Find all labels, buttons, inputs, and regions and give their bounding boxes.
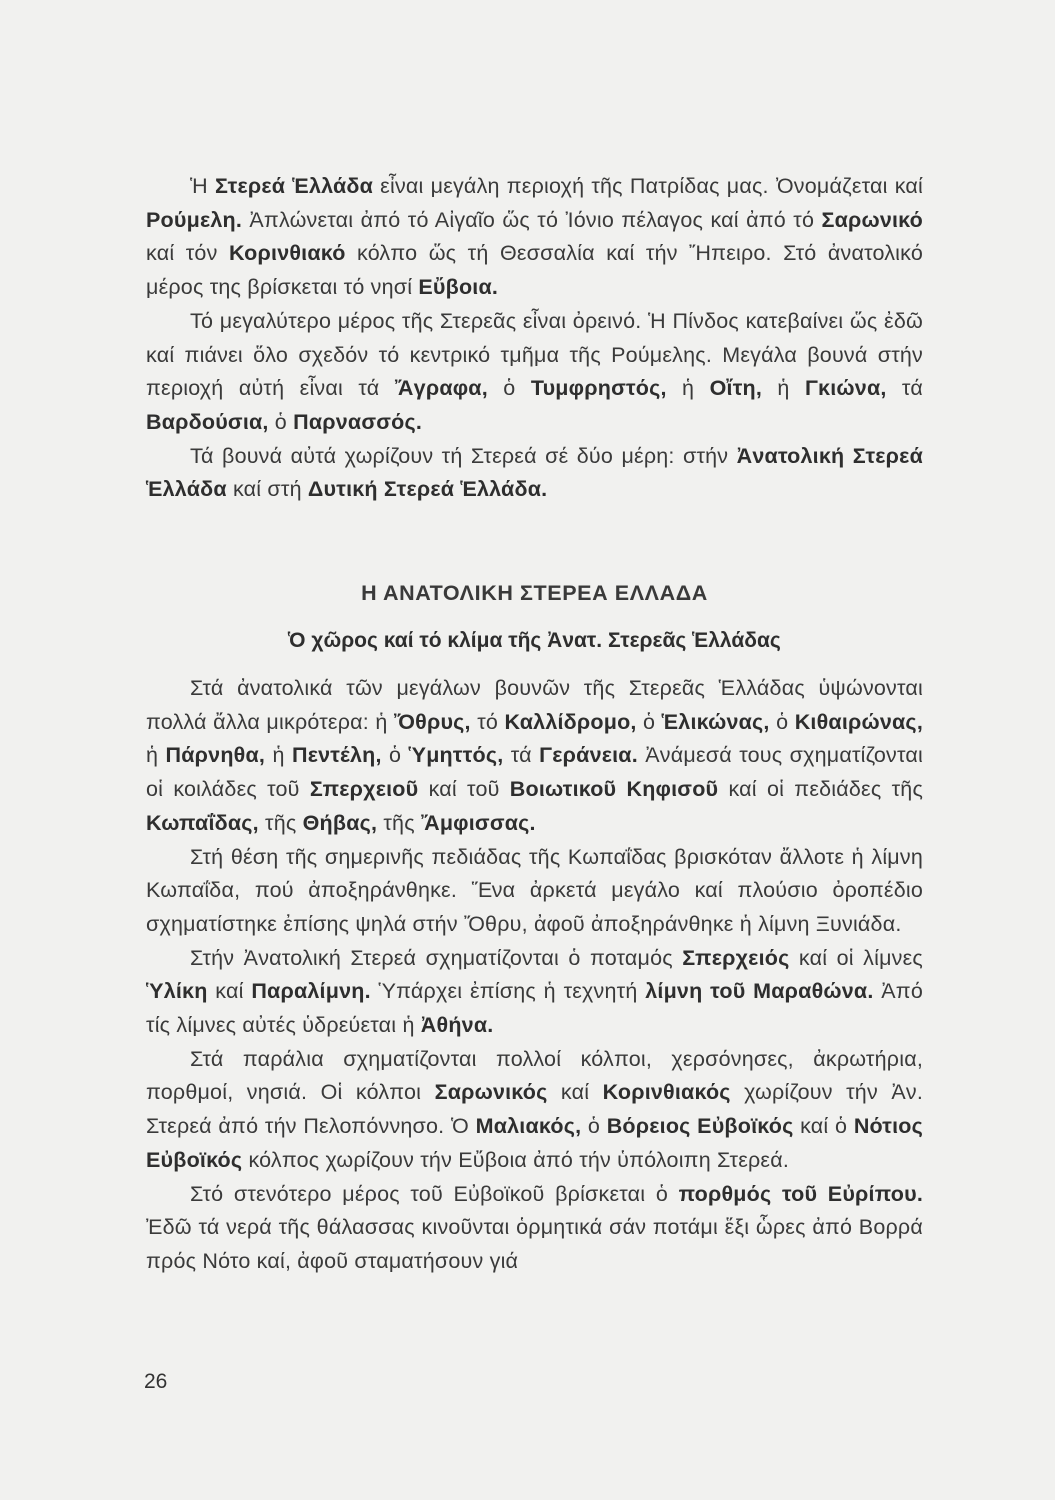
section-heading: Η ΑΝΑΤΟΛΙΚΗ ΣΤΕΡΕΑ ΕΛΛΑΔΑ [361, 581, 708, 605]
bold-term: Κορινθιακό [228, 241, 346, 266]
text-run: χωρίζουν τήν Ἀν. Στερεά ἀπό τήν Πελοπόννησο. Ὁ [146, 1080, 924, 1139]
bold-term: Στερεά Ἑλλάδα [214, 174, 374, 198]
text-run: ἡ [666, 376, 710, 401]
text-run: Στήν Ἀνατολική Στερεά σχηματίζονται ὁ ποταμός [190, 945, 683, 970]
intro-paragraph [146, 440, 923, 507]
bold-term: Παρνασσός. [293, 409, 423, 434]
text-run: καί ὁ [793, 1114, 854, 1139]
bold-term: Ὑμηττός, [408, 743, 504, 768]
bold-term: Κωπαΐδας, [146, 810, 259, 835]
bold-term: Ἄγραφα, [394, 376, 488, 401]
bold-term: Ἄμφισσας. [420, 810, 536, 835]
bold-term: Εὔβοια. [418, 275, 499, 300]
body-paragraph [146, 841, 923, 942]
bold-term: Γεράνεια. [539, 743, 638, 768]
text-run: τά [503, 743, 540, 768]
text-run: Στή θέση τῆς σημερινῆς πεδιάδας τῆς Κωπαΐδας βρισκόταν ἄλλοτε ἡ λίμνη Κωπαΐδα, πού ἀποξηράνθηκε. Ἕνα ἀρκετά μεγάλο καί πλούσιο ὀροπέδιο σχηματίστηκε ἐπίσης ψηλά στήν Ὄθρυ, ἀφοῦ ἀποξηράνθηκε ἡ λίμνη Ξυνιάδα. [146, 844, 923, 936]
bold-term: Θήβας, [302, 810, 378, 835]
text-run: ὁ [487, 376, 531, 401]
text-run: ἡ [762, 376, 805, 401]
text-run: Τό μεγαλύτερο μέρος τῆς Στερεᾶς εἶναι ὀρεινό. Ἡ Πίνδος κατεβαίνει ὥς ἐδῶ καί πιάνει ὅλο σχεδόν τό κεντρικό τμῆμα τῆς Ρούμελης. Μεγάλα βουνά στήν περιοχή αὐτή εἶναι τά [146, 308, 923, 401]
bold-term: Πεντέλη, [291, 743, 382, 768]
text-run: Τά βουνά αὐτά χωρίζουν τή Στερεά σέ δύο μέρη: στήν [190, 443, 737, 468]
bold-term: Σπερχειοῦ [309, 777, 419, 802]
text-run: Ὑπάρχει ἐπίσης ἡ τεχνητή [370, 979, 646, 1004]
text-run: Ἐδῶ τά νερά τῆς θάλασσας κινοῦνται ὁρμητικά σάν ποτάμι ἕξι ὧρες ἀπό Βορρά πρός Νότο καί, ἀφοῦ σταματήσουν γιά [146, 1215, 923, 1273]
text-run: καί στή [226, 477, 308, 502]
text-run: ὁ [268, 409, 294, 434]
bold-term: Γκιώνα, [804, 376, 887, 401]
bold-term: Κορινθιακός [602, 1080, 731, 1105]
text-run: Στά παράλια σχηματίζονται πολλοί κόλποι, χερσόνησες, ἀκρωτήρια, πορθμοί, νησιά. Οἱ κόλποι [146, 1046, 923, 1105]
bold-term: Οἴτη, [709, 376, 762, 401]
bold-term: Δυτική Στερεά Ἑλλάδα. [307, 477, 548, 502]
text-run: κόλπο ὥς τή Θεσσαλία καί τήν Ἤπειρο. Στό ἀνατολικό μέρος της βρίσκεται τό νησί [146, 241, 923, 300]
intro-paragraph [146, 305, 923, 440]
text-run: ὁ [636, 709, 662, 734]
body-paragraph [146, 1043, 923, 1178]
page-number: 26 [144, 1370, 168, 1393]
text-run: ἡ [146, 743, 166, 768]
text-run: καί τοῦ [418, 777, 510, 802]
section-subheading: Ὁ χῶρος καί τό κλίμα τῆς Ἀνατ. Στερεᾶς Ἑλλάδας [288, 629, 781, 652]
bold-term: Νότιος Εὐβοϊκός [146, 1114, 923, 1172]
bold-term: Ἑλικώνας, [661, 709, 770, 734]
bold-term: λίμνη τοῦ Μαραθώνα. [645, 979, 874, 1004]
bold-term: Βαρδούσια, [146, 409, 269, 434]
body-paragraph [146, 672, 923, 841]
text-run: καί οἱ πεδιάδες τῆς [718, 777, 924, 802]
text-run: κόλπος χωρίζουν τήν Εὔβοια ἀπό τήν ὑπόλοιπη Στερεά. [242, 1147, 790, 1172]
text-run: τῆς [258, 810, 303, 835]
text-run: Στό στενότερο μέρος τοῦ Εὐβοϊκοῦ βρίσκεται ὁ [190, 1181, 679, 1206]
text-run: καί [547, 1080, 603, 1105]
bold-term: Πάρνηθα, [165, 743, 266, 768]
text-run: Στά ἀνατολικά τῶν μεγάλων βουνῶν τῆς Στερεᾶς Ἑλλάδας ὑψώνονται πολλά ἄλλα μικρότερα: ἡ [146, 676, 923, 734]
text-run: Ἀπλώνεται ἀπό τό Αἰγαῖο ὥς τό Ἰόνιο πέλαγος καί ἀπό τό [242, 207, 822, 232]
text-run: Ἀνάμεσά τους σχηματίζονται οἱ κοιλάδες τοῦ [146, 743, 923, 802]
bold-term: Σαρωνικό [821, 207, 923, 232]
text-run: Ἡ [190, 174, 215, 198]
bold-term: Σαρωνικός [434, 1080, 548, 1105]
bold-term: Καλλίδρομο, [504, 709, 637, 734]
bold-term: Βοιωτικοῦ Κηφισοῦ [509, 777, 719, 802]
text-run: ὁ [381, 743, 409, 768]
bold-term: Παραλίμνη. [251, 979, 371, 1004]
text-run: τό [470, 709, 505, 734]
body-paragraph [146, 942, 923, 1043]
bold-term: Ἀθήνα. [420, 1013, 494, 1038]
text-run: ὁ [769, 709, 795, 734]
text-run: τά [886, 376, 923, 401]
intro-paragraph [146, 170, 923, 305]
text-run: εἶναι μεγάλη περιοχή τῆς Πατρίδας μας. Ὀνομάζεται καί [373, 174, 923, 198]
bold-term: Ὄθρυς, [394, 709, 471, 734]
text-run: ὁ [581, 1114, 607, 1139]
intro-text [146, 170, 923, 507]
text-run: καί τόν [146, 241, 229, 266]
bold-term: Βόρειος Εὐβοϊκός [606, 1114, 794, 1139]
text-run: καί οἱ λίμνες [789, 945, 923, 970]
bold-term: πορθμός τοῦ Εὐρίπου. [678, 1181, 923, 1206]
bold-term: Μαλιακός, [475, 1114, 582, 1139]
bold-term: Σπερχειός [682, 945, 790, 970]
bold-term: Τυμφρηστός, [530, 376, 667, 401]
text-run: καί [207, 979, 252, 1004]
text-run: τῆς [377, 810, 421, 835]
text-run: Ἀπό τίς λίμνες αὐτές ὑδρεύεται ἡ [146, 979, 924, 1038]
body-text [146, 672, 923, 1279]
bold-term: Ὑλίκη [146, 979, 208, 1004]
bold-term: Κιθαιρώνας, [794, 709, 923, 734]
body-paragraph [146, 1178, 923, 1279]
text-run: ἡ [265, 743, 292, 768]
bold-term: Ἀνατολική Στερεά Ἑλλάδα [146, 443, 923, 502]
bold-term: Ρούμελη. [146, 207, 243, 232]
